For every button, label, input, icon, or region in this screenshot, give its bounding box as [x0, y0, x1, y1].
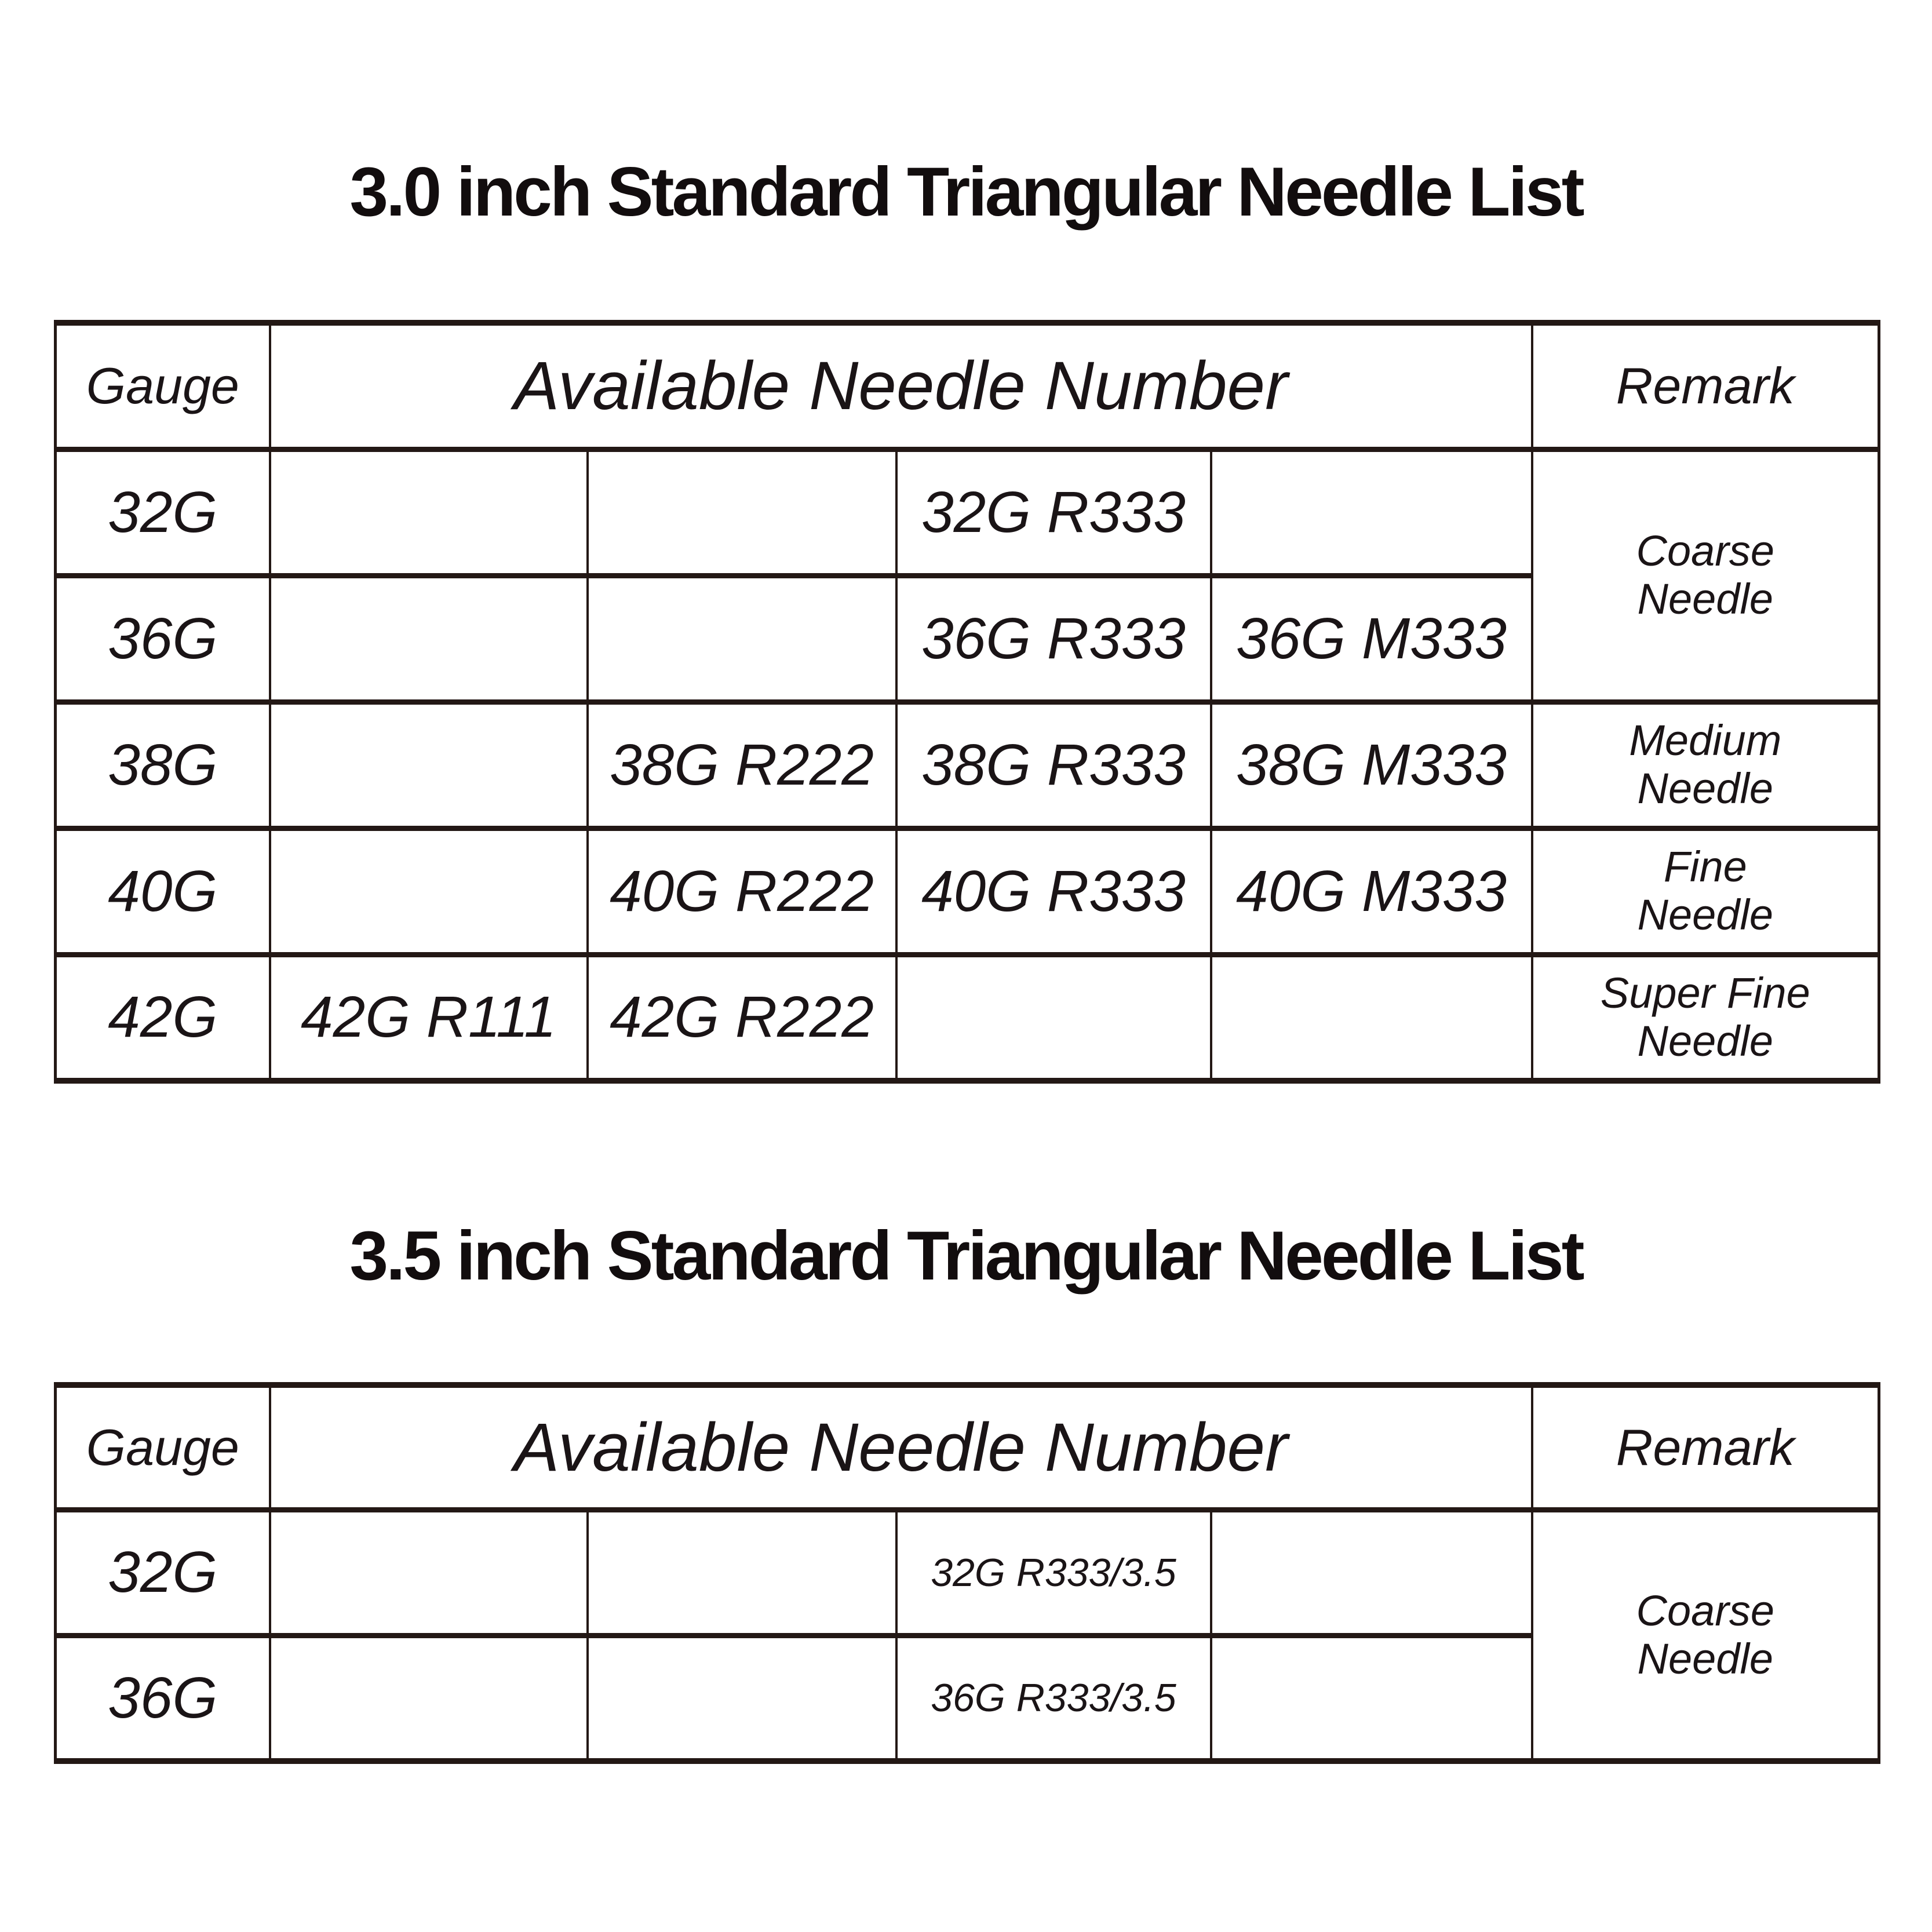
header-remark: Remark: [1532, 1385, 1879, 1510]
remark-cell-coarse-needle: [1532, 1510, 1879, 1761]
remark-line: Needle: [1637, 1016, 1774, 1065]
gauge-cell: 32G: [56, 449, 270, 575]
needle-cell: 40G R333: [896, 828, 1211, 954]
needle-table-3-0-inch: [54, 320, 1880, 1084]
remark-line: Medium: [1629, 716, 1782, 765]
gauge-cell: 40G: [56, 828, 270, 954]
needle-cell: [270, 828, 588, 954]
remark-cell-coarse-needle: [1532, 449, 1879, 702]
remark-cell-super-fine-needle: [1532, 954, 1879, 1081]
needle-cell: 42G R222: [588, 954, 896, 1081]
needle-cell: [1211, 1510, 1532, 1635]
table-row-40g: [56, 828, 1879, 954]
remark-line: Coarse: [1636, 527, 1775, 575]
needle-cell: [270, 575, 588, 702]
needle-cell: 38G R222: [588, 702, 896, 828]
needle-cell: [270, 449, 588, 575]
needle-cell: [896, 954, 1211, 1081]
needle-cell: 36G R333: [896, 575, 1211, 702]
needle-cell: [1211, 954, 1532, 1081]
table-3-5-title: 3.5 inch Standard Triangular Needle List: [349, 1217, 1583, 1295]
table-header-row: [56, 1385, 1879, 1510]
remark-cell-fine-needle: [1532, 828, 1879, 954]
needle-cell: 36G R333/3.5: [896, 1635, 1211, 1761]
remark-line: Needle: [1637, 891, 1774, 939]
needle-cell: [1211, 449, 1532, 575]
table-row-32g: [56, 1510, 1879, 1635]
header-gauge: Gauge: [56, 323, 270, 449]
needle-cell: [270, 702, 588, 828]
needle-cell: [270, 1635, 588, 1761]
gauge-cell: 38G: [56, 702, 270, 828]
table-row-42g: [56, 954, 1879, 1081]
remark-line: Super Fine: [1600, 968, 1810, 1017]
needle-cell: [588, 1635, 896, 1761]
needle-cell: [1211, 1635, 1532, 1761]
gauge-cell: 36G: [56, 1635, 270, 1761]
needle-cell: [270, 1510, 588, 1635]
gauge-cell: 32G: [56, 1510, 270, 1635]
needle-cell: 32G R333: [896, 449, 1211, 575]
table-3-0-title: 3.0 inch Standard Triangular Needle List: [349, 153, 1583, 231]
table-row-32g: [56, 449, 1879, 575]
header-available-needle-number: Available Needle Number: [270, 1385, 1532, 1510]
header-available-needle-number: Available Needle Number: [270, 323, 1532, 449]
remark-line: Coarse: [1636, 1586, 1775, 1635]
needle-cell: 42G R111: [270, 954, 588, 1081]
remark-line: Fine: [1663, 843, 1747, 891]
needle-cell: 40G M333: [1211, 828, 1532, 954]
header-gauge: Gauge: [56, 1385, 270, 1510]
needle-cell: [588, 449, 896, 575]
needle-cell: 32G R333/3.5: [896, 1510, 1211, 1635]
table-header-row: [56, 323, 1879, 449]
remark-line: Needle: [1637, 1634, 1774, 1683]
needle-cell: 36G M333: [1211, 575, 1532, 702]
remark-cell-medium-needle: [1532, 702, 1879, 828]
needle-cell: [588, 1510, 896, 1635]
needle-cell: [588, 575, 896, 702]
gauge-cell: 42G: [56, 954, 270, 1081]
needle-cell: 40G R222: [588, 828, 896, 954]
needle-cell: 38G M333: [1211, 702, 1532, 828]
header-remark: Remark: [1532, 323, 1879, 449]
needle-table-3-5-inch: [54, 1382, 1880, 1764]
gauge-cell: 36G: [56, 575, 270, 702]
remark-line: Needle: [1637, 575, 1774, 623]
needle-cell: 38G R333: [896, 702, 1211, 828]
remark-line: Needle: [1637, 764, 1774, 812]
table-row-38g: [56, 702, 1879, 828]
